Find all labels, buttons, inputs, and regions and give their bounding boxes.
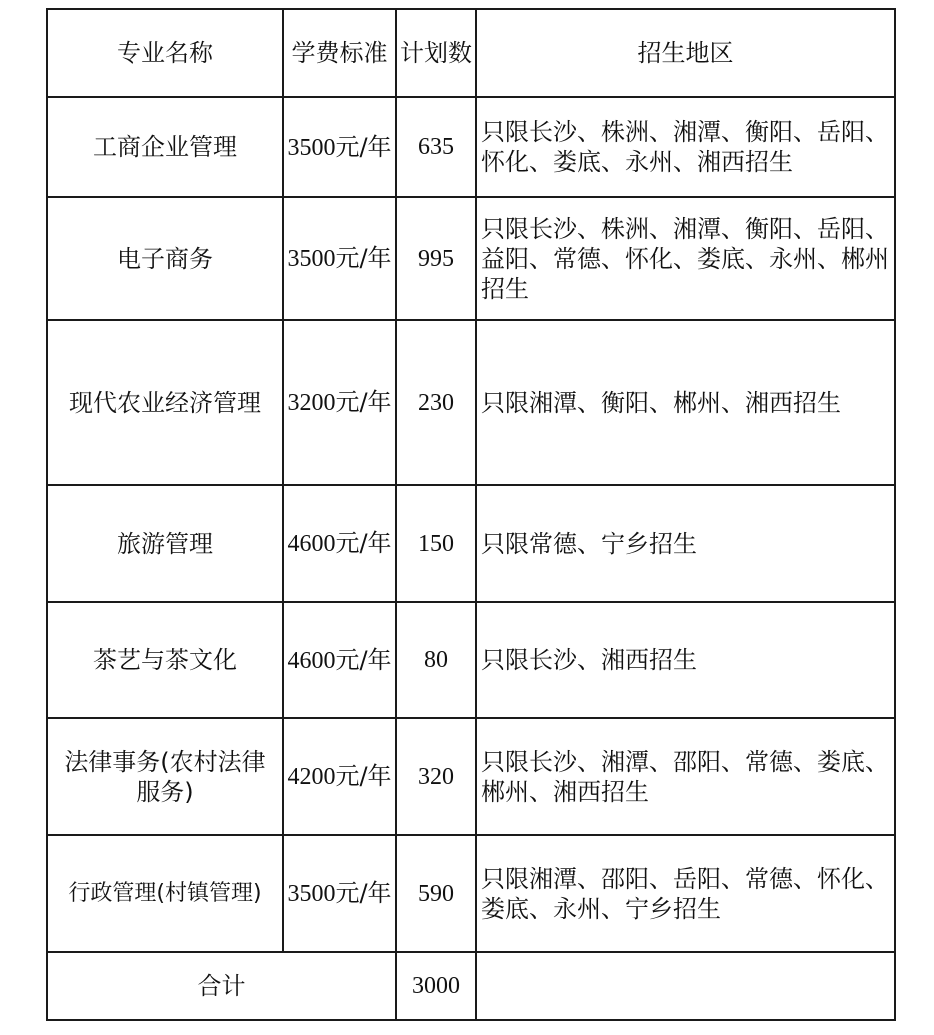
major-name: 旅游管理 bbox=[47, 485, 283, 602]
region-text: 只限湘潭、衡阳、郴州、湘西招生 bbox=[476, 320, 895, 485]
total-region-empty bbox=[476, 952, 895, 1020]
plan-count: 230 bbox=[396, 320, 476, 485]
fee-cell bbox=[283, 835, 396, 952]
fee-cell bbox=[283, 602, 396, 718]
region-text: 只限长沙、湘西招生 bbox=[476, 602, 895, 718]
header-fee: 学费标准 bbox=[283, 9, 396, 97]
fee-unit: 元/年 bbox=[335, 388, 392, 416]
enrollment-table bbox=[46, 8, 896, 1021]
region-text: 只限湘潭、邵阳、岳阳、常德、怀化、娄底、永州、宁乡招生 bbox=[476, 835, 895, 952]
major-name: 现代农业经济管理 bbox=[47, 320, 283, 485]
region-text: 只限长沙、株洲、湘潭、衡阳、岳阳、怀化、娄底、永州、湘西招生 bbox=[476, 97, 895, 197]
fee-unit: 元/年 bbox=[335, 529, 392, 557]
fee-cell bbox=[283, 97, 396, 197]
region-text: 只限长沙、湘潭、邵阳、常德、娄底、郴州、湘西招生 bbox=[476, 718, 895, 835]
fee-amount: 3500 bbox=[287, 246, 336, 272]
fee-unit: 元/年 bbox=[335, 132, 392, 161]
fee-unit: 元/年 bbox=[335, 762, 392, 790]
fee-unit: 元/年 bbox=[335, 645, 392, 674]
fee-amount: 4600 bbox=[287, 531, 336, 557]
table-row bbox=[47, 320, 895, 485]
fee-cell bbox=[283, 320, 396, 485]
fee-amount: 3500 bbox=[287, 134, 336, 161]
major-name: 茶艺与茶文化 bbox=[47, 602, 283, 718]
region-text: 只限常德、宁乡招生 bbox=[476, 485, 895, 602]
total-row bbox=[47, 952, 895, 1020]
table-row bbox=[47, 718, 895, 835]
header-region: 招生地区 bbox=[476, 9, 895, 97]
major-name: 行政管理(村镇管理) bbox=[47, 835, 283, 952]
total-plan: 3000 bbox=[396, 952, 476, 1020]
fee-amount: 4200 bbox=[287, 764, 336, 790]
plan-count: 320 bbox=[396, 718, 476, 835]
plan-count: 80 bbox=[396, 602, 476, 718]
plan-count: 995 bbox=[396, 197, 476, 320]
fee-cell bbox=[283, 718, 396, 835]
plan-count: 590 bbox=[396, 835, 476, 952]
table-row bbox=[47, 197, 895, 320]
major-name: 法律事务(农村法律服务) bbox=[47, 718, 283, 835]
fee-amount: 3200 bbox=[287, 390, 336, 416]
table-row bbox=[47, 602, 895, 718]
fee-unit: 元/年 bbox=[335, 879, 392, 907]
table-row bbox=[47, 485, 895, 602]
header-major: 专业名称 bbox=[47, 9, 283, 97]
fee-cell bbox=[283, 485, 396, 602]
fee-cell bbox=[283, 197, 396, 320]
fee-unit: 元/年 bbox=[335, 244, 392, 272]
region-text: 只限长沙、株洲、湘潭、衡阳、岳阳、益阳、常德、怀化、娄底、永州、郴州招生 bbox=[476, 197, 895, 320]
fee-amount: 4600 bbox=[287, 647, 336, 674]
header-plan: 计划数 bbox=[396, 9, 476, 97]
plan-count: 150 bbox=[396, 485, 476, 602]
plan-count: 635 bbox=[396, 97, 476, 197]
major-name: 电子商务 bbox=[47, 197, 283, 320]
major-name: 工商企业管理 bbox=[47, 97, 283, 197]
table-row bbox=[47, 97, 895, 197]
total-label: 合计 bbox=[47, 952, 396, 1020]
header-row bbox=[47, 9, 895, 97]
table-row bbox=[47, 835, 895, 952]
fee-amount: 3500 bbox=[287, 881, 336, 907]
